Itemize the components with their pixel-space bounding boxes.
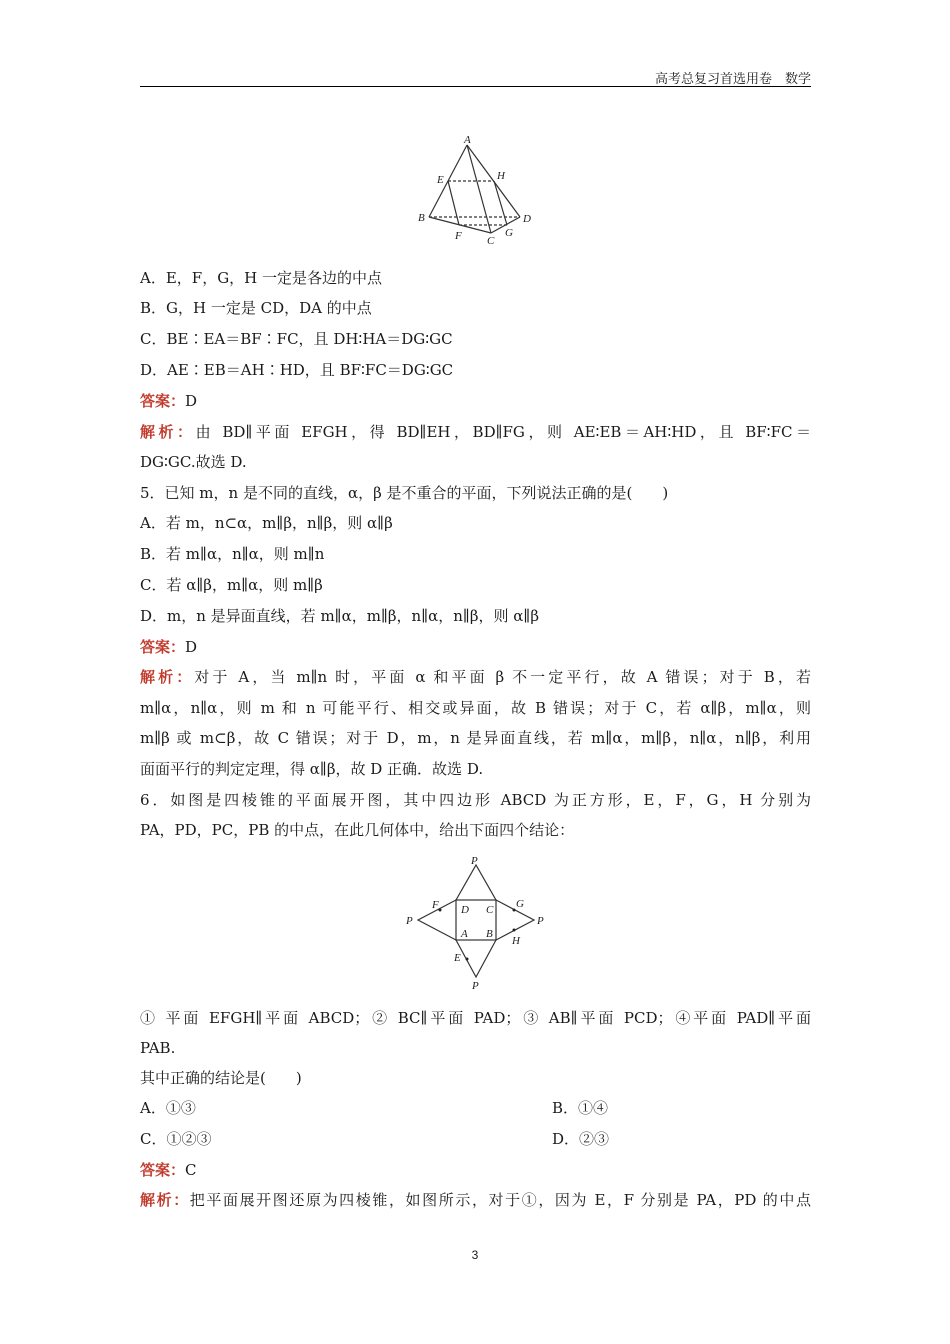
- label-B: B: [418, 212, 425, 224]
- net-label-H: H: [512, 935, 520, 947]
- label-G: G: [505, 227, 513, 239]
- label-C: C: [487, 235, 495, 247]
- net-label-P-top: P: [471, 855, 478, 867]
- q5-analysis-line3: m∥β 或 m⊂β，故 C 错误；对于 D，m，n 是异面直线，若 m∥α，m∥β，n∥α，n∥β，利用: [140, 729, 811, 747]
- q6-question: 其中正确的结论是( ): [140, 1069, 302, 1087]
- q4-analysis-line1: 解析：由 BD∥平面 EFGH，得 BD∥EH，BD∥FG，则 AE∶EB＝AH∶HD，且 BF∶FC＝: [140, 423, 811, 441]
- q6-options-row1: [140, 1098, 811, 1118]
- q4-option-d: D．AE∶EB＝AH∶HD，且 BF∶FC＝DG∶GC: [140, 361, 454, 379]
- q5-analysis-line4: 面面平行的判定定理，得 α∥β，故 D 正确．故选 D.: [140, 760, 484, 778]
- page-header: [140, 66, 811, 87]
- net-label-G: G: [516, 898, 524, 910]
- q5-option-b: B．若 m∥α，n∥α，则 m∥n: [140, 545, 325, 563]
- tetrahedron-figure: [415, 133, 535, 248]
- net-label-P-right: P: [537, 915, 544, 927]
- q5-option-d: D．m，n 是异面直线，若 m∥α，m∥β，n∥α，n∥β，则 α∥β: [140, 607, 540, 625]
- label-F: F: [455, 230, 462, 242]
- q5-analysis-line1: 解析：对于 A，当 m∥n 时，平面 α 和平面 β 不一定平行，故 A 错误；对于 B，若: [140, 668, 811, 686]
- q4-option-a: A．E，F，G，H 一定是各边的中点: [140, 269, 383, 287]
- q5-analysis-line2: m∥α，n∥α，则 m 和 n 可能平行、相交或异面，故 B 错误；对于 C，若 α∥β，m∥α，则: [140, 699, 811, 717]
- q6-option-a: A．①③: [140, 1099, 196, 1117]
- q6-option-c: C．①②③: [140, 1130, 212, 1148]
- q4-option-b: B．G，H 一定是 CD，DA 的中点: [140, 299, 372, 317]
- page-number: 3: [471, 1248, 479, 1262]
- q6-conclusions-line2: PAB.: [140, 1039, 176, 1057]
- net-label-P-bottom: P: [472, 980, 479, 992]
- q6-conclusions-line1: ① 平面 EFGH∥平面 ABCD；② BC∥平面 PAD；③ AB∥平面 PCD；④平面 PAD∥平面: [140, 1009, 811, 1027]
- net-label-P-left: P: [406, 915, 413, 927]
- q6-stem-line2: PA，PD，PC，PB 的中点，在此几何体中，给出下面四个结论：: [140, 821, 575, 839]
- label-H: H: [497, 170, 505, 182]
- q4-analysis-line2: DG∶GC.故选 D.: [140, 453, 247, 471]
- pyramid-net-figure: [400, 853, 550, 993]
- net-label-F: F: [432, 899, 439, 911]
- q6-option-d: D．②③: [552, 1130, 610, 1148]
- net-label-A: A: [461, 928, 468, 940]
- q5-option-c: C．若 α∥β，m∥α，则 m∥β: [140, 576, 323, 594]
- q6-option-b: B．①④: [552, 1099, 609, 1117]
- q5-answer: 答案：D: [140, 638, 198, 656]
- q6-stem-line1: 6．如图是四棱锥的平面展开图，其中四边形 ABCD 为正方形，E，F，G，H 分别为: [140, 791, 811, 809]
- q6-options-row2: [140, 1129, 811, 1149]
- net-label-D: D: [461, 904, 469, 916]
- label-E: E: [437, 174, 444, 186]
- q4-option-c: C．BE∶EA＝BF∶FC，且 DH∶HA＝DG∶GC: [140, 330, 453, 348]
- net-label-E: E: [454, 952, 461, 964]
- net-label-B: B: [486, 928, 493, 940]
- q5-stem: 5．已知 m，n 是不同的直线，α，β 是不重合的平面，下列说法正确的是( ): [140, 484, 669, 502]
- label-A: A: [464, 134, 471, 146]
- q4-answer: 答案：D: [140, 392, 198, 410]
- q6-answer: 答案：C: [140, 1161, 197, 1179]
- label-D: D: [523, 213, 531, 225]
- header-title: 高考总复习首选用卷 数学: [654, 72, 811, 87]
- q6-analysis-line1: 解析：把平面展开图还原为四棱锥，如图所示，对于①，因为 E，F 分别是 PA，PD 的中点: [140, 1191, 811, 1209]
- net-label-C: C: [486, 904, 494, 916]
- q5-option-a: A．若 m，n⊂α，m∥β，n∥β，则 α∥β: [140, 514, 393, 532]
